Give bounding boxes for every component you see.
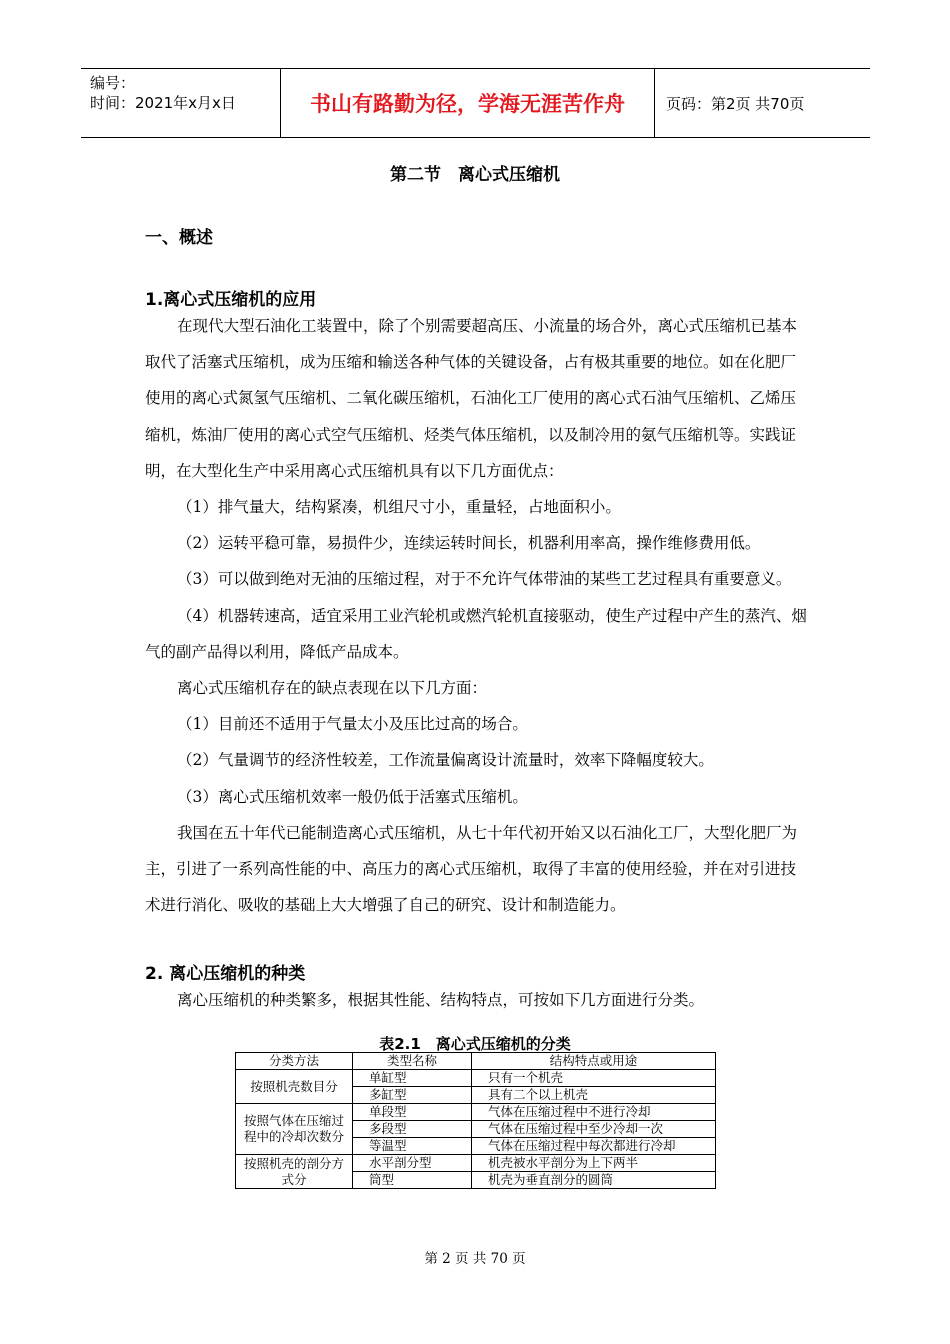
table-cell-desc: 气体在压缩过程中至少冷却一次 [472,1121,716,1138]
paragraph: 在现代大型石油化工装置中，除了个别需要超高压、小流量的场合外，离心式压缩机已基本取代了活塞式压缩机，成为压缩和输送各种气体的关键设备，占有极其重要的地位。如在化肥厂使用的离心式氮氢气压缩机、二氧化碳压缩机，石油化工厂使用的离心式石油气压缩机、乙烯压缩机，炼油厂使用的离心式空气压缩机、烃类气体压缩机，以及制冷用的氨气压缩机等。实践证明，在大型化生产中采用离心式压缩机具有以下几方面优点： [145,317,798,480]
paragraph: 我国在五十年代已能制造离心式压缩机，从七十年代初开始又以石油化工厂，大型化肥厂为主，引进了一系列高性能的中、高压力的离心式压缩机，取得了丰富的使用经验，并在对引进技术进行消化、吸收的基础上大大增强了自己的研究、设计和制造能力。 [145,823,798,915]
disadvantage-item: （3）离心式压缩机效率一般仍低于活塞式压缩机。 [177,787,528,806]
header-date: 时间：2021年x月x日 [90,94,236,112]
table-cell-type: 单缸型 [353,1070,472,1087]
table-cell-method: 按照气体在压缩过程中的冷却次数分 [236,1104,353,1155]
table-header-cell: 类型名称 [353,1053,472,1070]
table-cell-type: 多缸型 [353,1087,472,1104]
advantage-item: （1）排气量大，结构紧凑，机组尺寸小，重量轻，占地面积小。 [177,498,621,517]
table-cell-desc: 机壳为垂直剖分的圆筒 [472,1172,716,1189]
table-cell-type: 多段型 [353,1121,472,1138]
table-cell-type: 单段型 [353,1104,472,1121]
table-cell-type: 水平剖分型 [353,1155,472,1172]
table-row [236,1070,716,1087]
body-text-1 [145,308,810,923]
body-text-2 [145,982,810,1018]
advantage-item: （2）运转平稳可靠，易损件少，连续运转时间长，机器利用率高，操作维修费用低。 [177,534,761,553]
disadvantage-item: （1）目前还不适用于气量太小及压比过高的场合。 [177,715,528,734]
subsection-heading-1: 1.离心式压缩机的应用 [145,290,317,310]
classification-table [235,1052,716,1189]
table-cell-method: 按照机壳的剖分方式分 [236,1155,353,1189]
paragraph: 离心压缩机的种类繁多，根据其性能、结构特点，可按如下几方面进行分类。 [177,991,705,1009]
table-cell-desc: 气体在压缩过程中不进行冷却 [472,1104,716,1121]
table-cell-desc: 机壳被水平剖分为上下两半 [472,1155,716,1172]
table-cell-type: 筒型 [353,1172,472,1189]
table-cell-desc: 只有一个机壳 [472,1070,716,1087]
table-caption: 表2.1 离心式压缩机的分类 [379,1035,571,1053]
table-row [236,1104,716,1121]
paragraph: 离心式压缩机存在的缺点表现在以下几方面： [177,679,488,698]
advantage-item: （4）机器转速高，适宜采用工业汽轮机或燃汽轮机直接驱动，使生产过程中产生的蒸汽、烟气的副产品得以利用，降低产品成本。 [145,606,807,661]
table-cell-type: 等温型 [353,1138,472,1155]
page-footer: 第 2 页 共 70 页 [424,1251,526,1267]
table-header-cell: 分类方法 [236,1053,353,1070]
header-meta [81,69,281,137]
advantage-item: （3）可以做到绝对无油的压缩过程，对于不允许气体带油的某些工艺过程具有重要意义。 [177,570,792,589]
header-page-info: 页码：第2页 共70页 [666,94,805,113]
table-cell-desc: 具有二个以上机壳 [472,1087,716,1104]
disadvantage-item: （2）气量调节的经济性较差，工作流量偏离设计流量时，效率下降幅度较大。 [177,751,714,770]
page-header [81,68,870,138]
subsection-heading-2: 2. 离心压缩机的种类 [145,964,306,984]
section-heading: 一、概述 [145,228,213,248]
header-motto: 书山有路勤为径，学海无涯苦作舟 [281,69,655,137]
table-row [236,1155,716,1172]
table-header-cell: 结构特点或用途 [472,1053,716,1070]
header-number: 编号： [90,74,136,92]
table-header-row [236,1053,716,1070]
page-title: 第二节 离心式压缩机 [390,165,560,185]
table-cell-desc: 气体在压缩过程中每次都进行冷却 [472,1138,716,1155]
table-cell-method: 按照机壳数目分 [236,1070,353,1104]
